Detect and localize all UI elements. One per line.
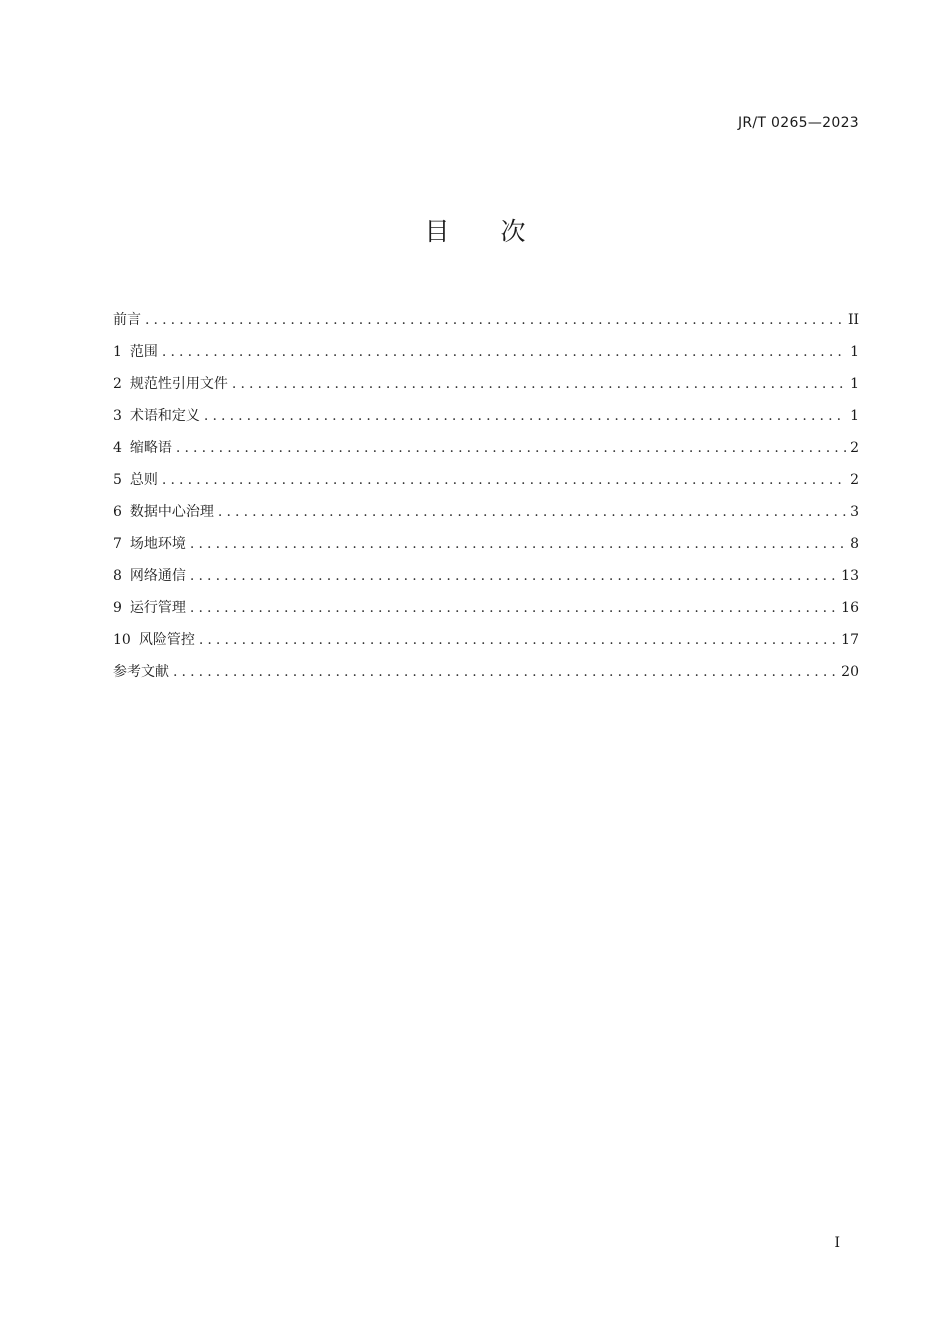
- toc-leader: [190, 565, 837, 587]
- title-char-2: 次: [500, 217, 526, 246]
- toc-entry-page: 1: [850, 376, 859, 392]
- toc-leader: [162, 469, 846, 491]
- toc-entry-page: 8: [850, 536, 859, 552]
- toc-entry-label: 数据中心治理: [129, 504, 214, 520]
- toc-entry-references[interactable]: [113, 661, 859, 693]
- toc-entry-number: 8: [113, 568, 122, 584]
- toc-entry-number: 3: [113, 408, 122, 424]
- toc-entry-page: 1: [850, 408, 859, 424]
- toc-entry-number: 10: [113, 632, 131, 648]
- toc-leader: [190, 597, 837, 619]
- toc-entry-page: II: [847, 312, 859, 328]
- toc-leader: [218, 501, 846, 523]
- toc-entry-number: 6: [113, 504, 122, 520]
- toc-leader: [176, 437, 846, 459]
- toc-entry-page: 17: [841, 632, 859, 648]
- toc-entry-page: 3: [850, 504, 859, 520]
- toc-entry-page: 13: [841, 568, 859, 584]
- toc-entry-2[interactable]: [113, 373, 859, 405]
- toc-entry-label: 规范性引用文件: [129, 376, 228, 392]
- toc-leader: [232, 373, 846, 395]
- toc-entry-number: 4: [113, 440, 122, 456]
- toc-entry-page: 20: [841, 664, 859, 680]
- toc-entry-label: 术语和定义: [129, 408, 200, 424]
- toc-entry-page: 2: [850, 472, 859, 488]
- toc-entry-label: 运行管理: [129, 600, 186, 616]
- toc-entry-3[interactable]: [113, 405, 859, 437]
- toc-entry-8[interactable]: [113, 565, 859, 597]
- toc-leader: [199, 629, 837, 651]
- toc-entry-label: 前言: [113, 312, 141, 328]
- toc-entry-number: 9: [113, 600, 122, 616]
- toc-entry-6[interactable]: [113, 501, 859, 533]
- toc-leader: [162, 341, 846, 363]
- toc-entry-number: 2: [113, 376, 122, 392]
- toc-entry-9[interactable]: [113, 597, 859, 629]
- page-title: [0, 212, 950, 248]
- toc-entry-7[interactable]: [113, 533, 859, 565]
- table-of-contents: [113, 309, 859, 693]
- toc-entry-label: 场地环境: [129, 536, 186, 552]
- toc-entry-page: 2: [850, 440, 859, 456]
- toc-entry-4[interactable]: [113, 437, 859, 469]
- toc-leader: [145, 309, 844, 331]
- toc-entry-10[interactable]: [113, 629, 859, 661]
- toc-entry-page: 1: [850, 344, 859, 360]
- toc-entry-label: 总则: [129, 472, 158, 488]
- toc-entry-label: 范围: [129, 344, 158, 360]
- toc-leader: [173, 661, 837, 683]
- toc-entry-label: 参考文献: [113, 664, 169, 680]
- toc-entry-number: 1: [113, 344, 122, 360]
- toc-entry-number: 5: [113, 472, 122, 488]
- toc-leader: [190, 533, 846, 555]
- toc-entry-label: 网络通信: [129, 568, 186, 584]
- toc-entry-1[interactable]: [113, 341, 859, 373]
- toc-entry-page: 16: [841, 600, 859, 616]
- toc-entry-label: 风险管控: [138, 632, 195, 648]
- page-number: I: [834, 1235, 840, 1251]
- toc-entry-5[interactable]: [113, 469, 859, 501]
- title-char-1: 目: [424, 217, 450, 246]
- toc-entry-foreword[interactable]: [113, 309, 859, 341]
- toc-leader: [204, 405, 846, 427]
- toc-entry-label: 缩略语: [129, 440, 172, 456]
- standard-code: JR/T 0265—2023: [737, 115, 859, 131]
- toc-entry-number: 7: [113, 536, 122, 552]
